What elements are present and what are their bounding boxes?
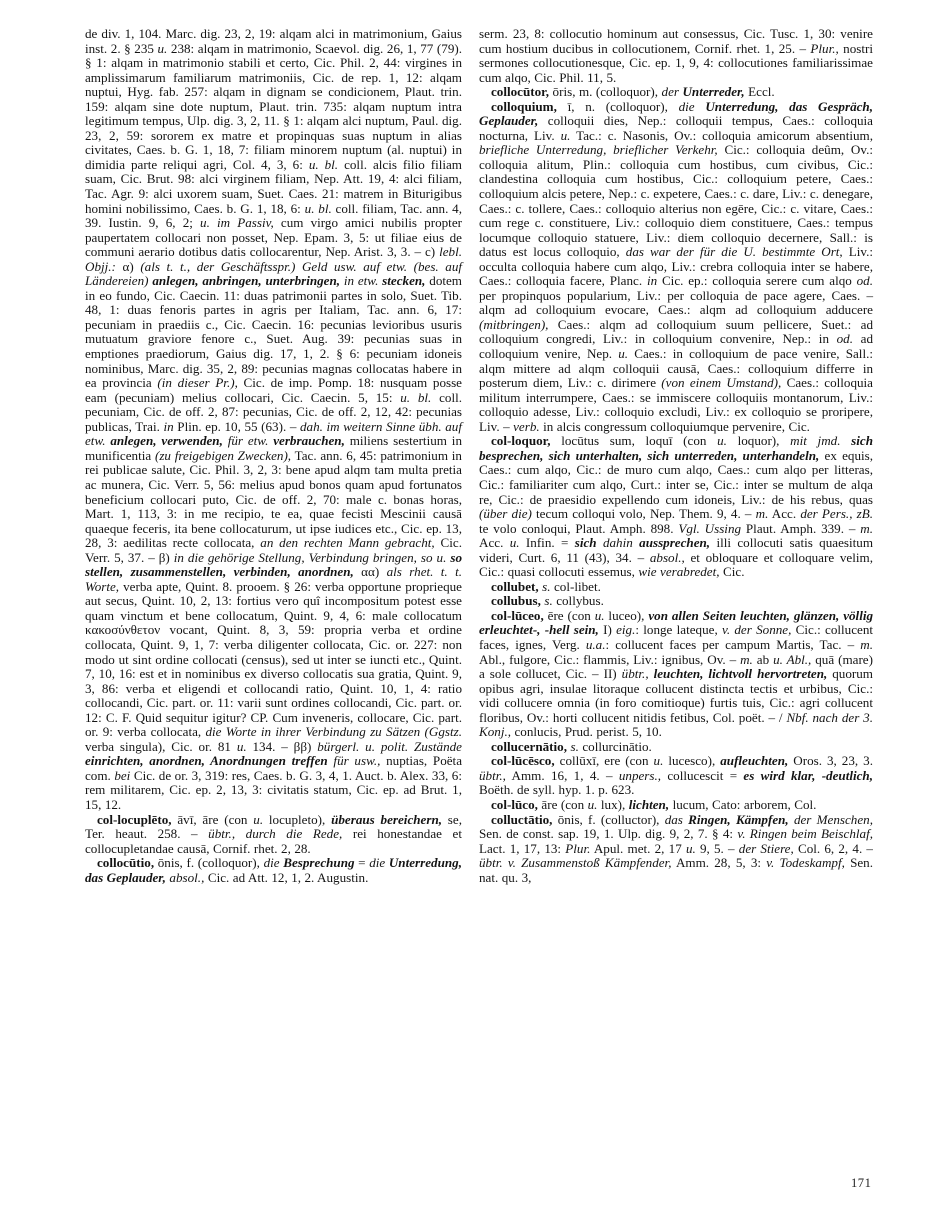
entry-colluctatio: colluctātio, ōnis, f. (colluctor), das Ringen, Kämpfen, der Menschen, Sen. de const. sap. 19, 1. Ulp. dig. 9, 2, 7. § 4: v. Ringen beim Beischlaf, Lact. 1, 17, 13: Plur. Apul. met. 2, 17 u. 9, 5. – der Stiere, Col. 6, 2, 4. – übtr. v. Zusammenstoß Kämpfender, Amm. 28, 5, 3: v. Todeskampf, Sen. nat. qu. 3, — [479, 811, 874, 885]
entry-collocutio-continuation: serm. 23, 8: collocutio hominum aut consessus, Cic. Tusc. 1, 30: venire cum hostium ducibus in collocutionem, Cornif. rhet. 1, 25. – Plur., nostri sermones collocutionesque, Cic. ep. 1, 9, 4: collocutiones familiarissimae cum alqo, Cic. Phil. 11, 5. — [479, 26, 873, 85]
entry-colloco-continuation: de div. 1, 104. Marc. dig. 23, 2, 19: alqam alci in matrimonium, Gaius inst. 2. § 235 u. 238: alqam in matrimonio, Scaevol. dig. 26, 1, 77 (79). § 1: alqam in matrimonio stabili et certo, Cic. Phil. 2, 44: virgines in amplissimarum familiarum matrimoniis, Cic. de rep. 1, 12: alqam nuptui, Hyg. fab. 257: alqam in dignam se condicionem, Plaut. trin. 159: alqam sine dote nuptum, Plaut. trin. 735: alqam nuptum intra legitimum tempus, Ulp. dig. 3, 2, 11. § 1: alqam alci nuptum, Paul. dig. 23, 2, 59: sororem ex matre et propinquas suas nuptum in alias civitates, Caes. b. G. 1, 18, 7: filiam minorem nuptum (al. nuptui) in dimidia parte reliqui agri, Col. 4, 3, 6: u. bl. coll. alcis filio filiam suam, Cic. Brut. 98: alci virginem filiam, Nep. Att. 19, 4: alci filiam, Tac. Agr. 9: alci uxorem suam, Suet. Caes. 21: matrem in Biturigibus homini nobilissimo, Caes. b. G. 1, 18, 6: u. bl. coll. filiam, Tac. ann. 4, 39. Iustin. 9, 6, 2; u. im Passiv, cum virgo amici nubilis propter paupertatem collocari non posset, Nep. Epam. 3, 5: ut filiae eius de communi aerario dotibus datis collocarentur, Nep. Arist. 3, 3. – c) lebl. Objj.: α) (als t. t., der Geschäftsspr.) Geld usw. auf etw. (bes. auf Ländereien) anlegen, anbringen, unterbringen, in etw. stecken, dotem in eo fundo, Cic. Caecin. 11: duas patrimonii partes in solo, Suet. Tib. 48, 1: duas fenoris partes in agris per Italiam, Tac. ann. 6, 17: pecuniam in praediis c., Cic. Caecin. 16: pecunias levioribus usuris mutuatum graviore fenore c., Suet. Aug. 39: pecunias suas in emptiones praediorum, Gaius dig. 17, 1, 2. § 6: pecuniam idoneis nominibus, Marc. dig. 35, 2, 89: pecunias magnas collocatas habere in ea provincia (in dieser Pr.), Cic. de imp. Pomp. 18: nusquam posse eam (pecuniam) melius collocari, Cic. Caecin. 5, 15: u. bl. coll. pecuniam, Cic. de off. 2, 87: pecunias, Cic. de off. 2, 12, 42: pecunias publicas, Trai. in Plin. ep. 10, 55 (63). – dah. im weitern Sinne übh. auf etw. anlegen, verwenden, für etw. verbrauchen, miliens sestertium in munificentia (zu freigebigen Zwecken), Tac. ann. 6, 45: patrimonium in rei publicae salute, Cic. Phil. 3, 2, 3: bene apud alqm tam multa pretia ac munera, Cic. Verr. 5, 56: melius apud bonos quam apud fortunatos beneficium collocari puto, Cic. de off. 2, 70: male c. bonas horas, Mart. 1, 113, 3: in me recipio, te ea, quae fecisti Mescinii causā quaeque feceris, ita bene collocaturum, ut ipse iudices etc., Cic. ep. 13, 28, 3: aedilitas recte collocata, an den rechten Mann gebracht, Cic. Verr. 5, 37. – β) in die gehörige Stellung, Verbindung bringen, so u. so stellen, zusammenstellen, verbinden, anordnen, αα) als rhet. t. t. Worte, verba apte, Quint. 8. prooem. § 26: verba opportune proprieque aut secus, Quint. 10, 2, 13: fortius vero quî incompositum potest esse quam vinctum et bene collocatum, Quint. 9, 4, 6: male collocatum κακοσύνθετον vocant, Quint. 8, 3, 59: propria verba et ordine collocata, Quint. 9, 1, 7: verba diligenter collocata, Cic. or. 227: non modo ut sint ordine collocati (census), sed ut inter se iuncti etc., Quint. 7, 10, 16: est et in nominibus ex diverso collocatis sua gratia, Quint. 9, 3, 86: verba et eligendi et collocandi ratio, Quint. 10, 1, 4: ratio collocandi, Cic. part. or. 11: varii sunt ordines collocandi, Cic. part. or. 12: C. F. Quid sequitur igitur? CP. Cum inveneris, collocare, Cic. part. or. 9: verba collocata, die Worte in ihrer Verbindung zu Sätzen (Ggstz. verba singula), Cic. or. 81 u. 134. – ββ) bürgerl. u. polit. Zustände einrichten, anordnen, Anordnungen treffen für usw., nuptias, Poëta com. bei Cic. de or. 3, 319: res, Caes. b. G. 3, 4, 1. Auct. b. Alex. 33, 6: rem militarem, Cic. ep. 2, 13, 3: civitatis statum, Cic. ep. ad Brut. 1, 15, 12. — [85, 26, 463, 812]
entry-collocutio: collocūtio, ōnis, f. (colloquor), die Besprechung = die Unterredung, das Geplauder, absol., Cic. ad Att. 12, 1, 2. Augustin. — [85, 855, 462, 885]
entry-col-locupleto: col-locuplēto, āvī, āre (con u. locupleto), überaus bereichern, se, Ter. heaut. 258. – übtr., durch die Rede, rei honestandae et collocupletandae causā, Cornif. rhet. 2, 28. — [85, 811, 462, 856]
page-number: 171 — [851, 1176, 872, 1190]
left-column — [85, 27, 462, 885]
entry-colloquium: colloquium, ī, n. (colloquor), die Unterredung, das Gespräch, Geplauder, colloquii dies, Nep.: colloquii tempus, Caes.: colloquia nocturna, Liv. u. Tac.: c. Nasonis, Ov.: colloquia amicorum absentium, briefliche Unterredung, brieflicher Verkehr, Cic.: colloquia deûm, Ov.: colloquia alitum, Plin.: colloquia cum hostibus, cum civibus, Cic.: clandestina colloquia cum hostibus, Cic.: colloquium petere, Caes.: colloquium alcis petere, Nep.: c. expetere, Caes.: c. dare, Liv.: c. denegare, Caes.: c. tollere, Caes.: colloquio alterius non egēre, Cic.: c. vitare, Caes.: cum rege c. constituere, Liv.: colloquio diem constituere, Caes.: tempus locumque colloquio statuere, Liv.: diem colloquio decernere, Sall.: is datus est locus colloquio, das war der für die U. bestimmte Ort, Liv.: occulta colloquia habere cum alqo, Liv.: crebra colloquia inter se habere, Caes.: colloquia facere, Planc. in Cic. ep.: colloquia serere cum alqo od. per propinquos popularium, Liv.: per colloquia de pace agere, Caes. – alqm ad colloquium evocare, Caes.: alqm ad colloquium adducere (mitbringen), Caes.: alqm ad colloquium suum pellicere, Suet.: ad colloquium congredi, Liv.: in colloquium convenire, Nep.: in od. ad colloquium venire, Nep. u. Caes.: in colloquium de pace venire, Sall.: alqm mittere ad alqm colloquii causā, Caes.: colloquium differre in posterum diem, Liv.: c. dirimere (von einem Umstand), Caes.: colloquia militum interrumpere, Caes.: se immiscere colloquiis montanorum, Liv.: colloquio adesse, Liv.: colloquio excludi, Liv.: ex colloquio se proripere, Liv. – verb. in alcis congressum colloquiumque pervenire, Cic. — [479, 98, 873, 434]
entry-col-loquor: col-loquor, locūtus sum, loquī (con u. loquor), mit jmd. sich besprechen, sich unterhalten, sich unterreden, unterhandeln, ex equis, Caes.: cum alqo, Cic.: de muro cum alqo, Caes.: cum alqo per litteras, Cic.: familiariter cum alqo, Curt.: inter se, Cic.: inter se multum de alqa re, Cic.: de praesidio expellendo cum idoneis, Liv.: de his rebus, quas (über die) tecum colloqui volo, Nep. Them. 9, 4. – m. Acc. der Pers., zB. te volo conloqui, Plaut. Amph. 898. Vgl. Ussing Plaut. Amph. 339. – m. Acc. u. Infin. = sich dahin aussprechen, illi collocuti satis quaesitum videri, Curt. 6, 11 (43), 34. – absol., et obloquare et colloquare velim, Cic.: quasi collocuti essemus, wie verabredet, Cic. — [479, 433, 874, 580]
entry-collubet: collubet, s. col-libet. — [491, 578, 601, 594]
entry-collubus: collubus, s. collybus. — [491, 593, 604, 609]
entry-col-lucesco: col-lūcēsco, collūxī, ere (con u. lucesco), aufleuchten, Oros. 3, 23, 3. übtr., Amm. 16, 1, 4. – unpers., collucescit = es wird klar, -deutlich, Boëth. de syll. hyp. 1. p. 623. — [479, 753, 873, 798]
right-column — [479, 27, 873, 885]
entry-collocutor: collocūtor, ōris, m. (colloquor), der Unterreder, Eccl. — [491, 84, 775, 100]
entry-col-luco: col-lūco, āre (con u. lux), lichten, lucum, Cato: arborem, Col. — [491, 796, 817, 812]
entry-col-luceo: col-lūceo, ēre (con u. luceo), von allen Seiten leuchten, glänzen, völlig erleuchtet-, -hell sein, I) eig.: longe lateque, v. der Sonne, Cic.: collucent faces, ignes, Verg. u.a.: collucent faces per campum Martis, Tac. – m. Abl., fulgore, Cic.: flammis, Liv.: ignibus, Ov. – m. ab u. Abl., quā (mare) a sole collucet, Cic. – II) übtr., leuchten, lichtvoll hervortreten, quorum opibus agri, insulae litoraque collucent distincta tectis et urbibus, Cic.: vidi collucere omnia (in foro comitioque) furtis tuis, Cic.: agri collucent floribus, Ov.: horti collucent nitidis fetibus, Col. poët. – / Nbf. nach der 3. Konj., conlucis, Prud. perist. 5, 10. — [479, 607, 874, 740]
entry-collucernatio: collucernātio, s. collurcinātio. — [491, 738, 652, 754]
